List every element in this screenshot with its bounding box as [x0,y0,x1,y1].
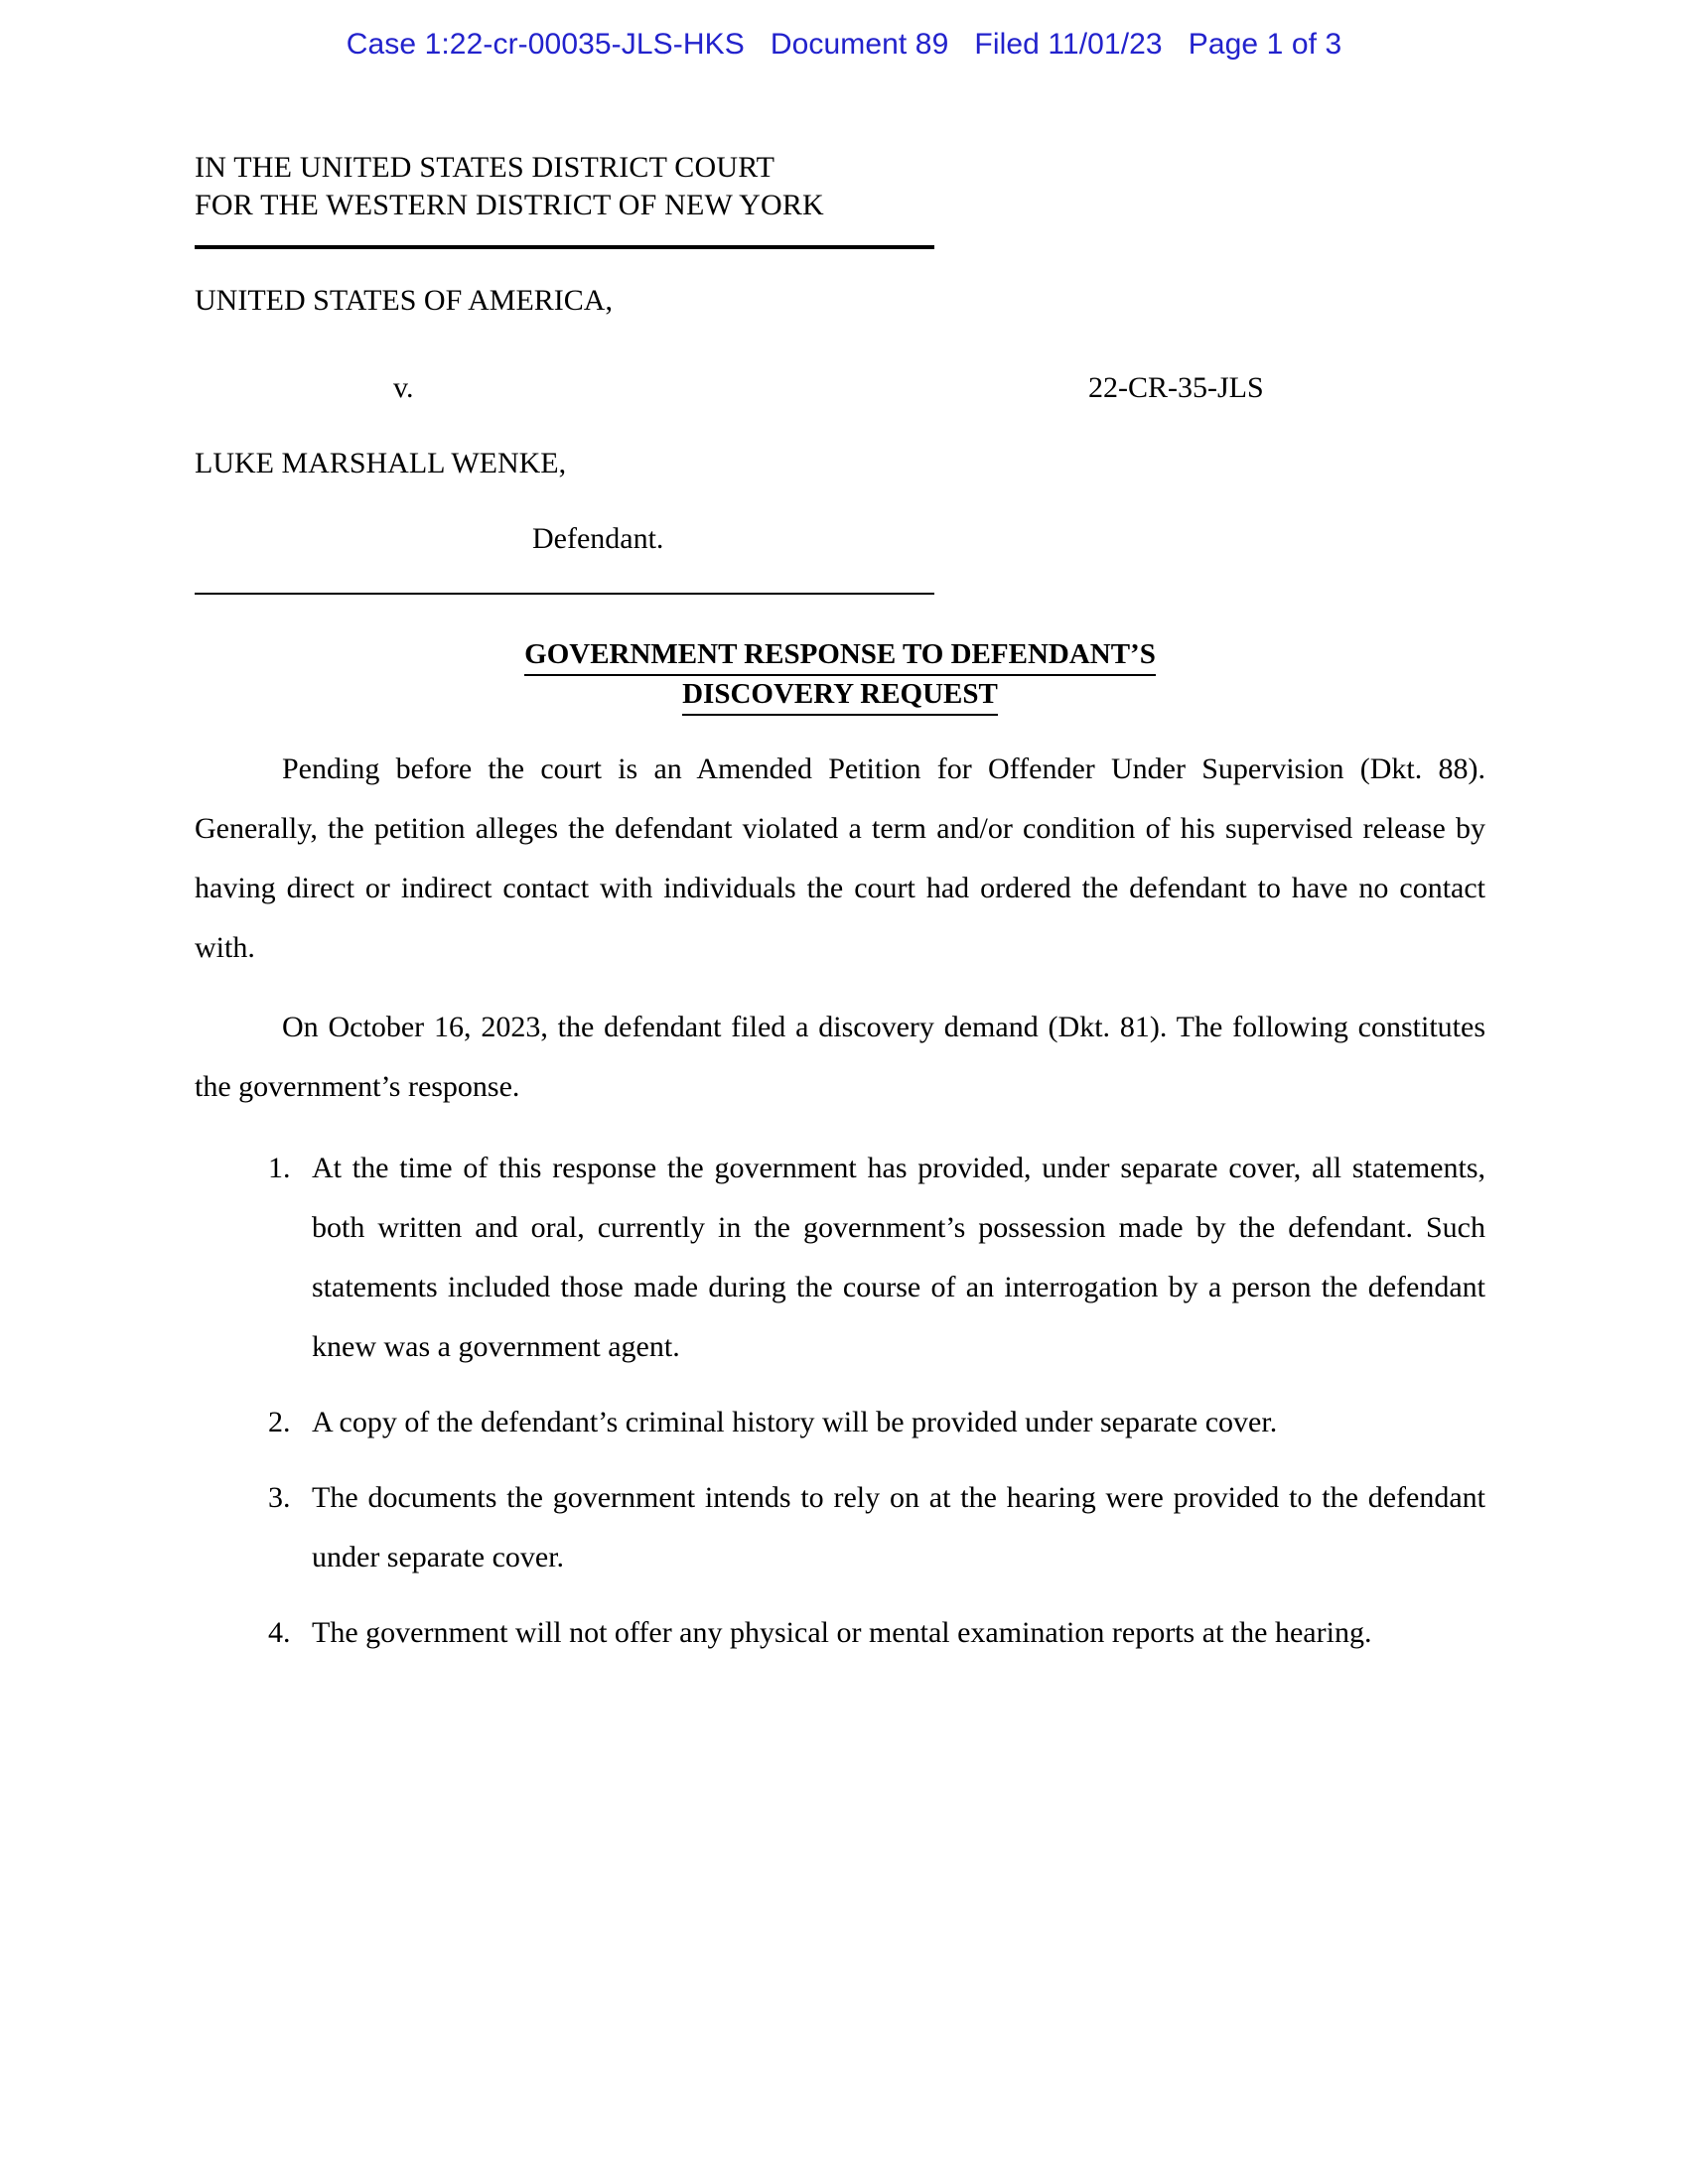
document-body [195,149,1485,1663]
court-heading [195,149,1485,223]
versus-row [195,370,1485,406]
document-title-line-1-wrap [195,636,1485,676]
versus-label: v. [393,371,414,404]
ecf-filed-date: Filed 11/01/23 [974,28,1163,61]
caption-rule-bottom [195,593,934,595]
defendant-label-row [195,521,1485,557]
caption-spacer-4 [195,557,1485,583]
case-caption [195,283,1485,583]
court-heading-line-1: IN THE UNITED STATES DISTRICT COURT [195,151,775,184]
caption-spacer-1 [195,319,1485,370]
document-title-line-1: GOVERNMENT RESPONSE TO DEFENDANT’S [524,636,1156,676]
ecf-document-number: Document 89 [770,28,949,61]
list-item: A copy of the defendant’s criminal history will be provided under separate cover. [312,1406,1278,1439]
body-paragraph: Pending before the court is an Amended Petition for Offender Under Supervision (Dkt. 88). Generally, the petition alleges the defendant violated a term and/or condition of his supervised release by having direct or indirect contact with individuals the court had ordered the defendant to have no contact with. [195,752,1485,965]
document-title-line-2-wrap [195,676,1485,716]
plaintiff-row [195,283,1485,319]
document-title-line-2: DISCOVERY REQUEST [682,676,998,716]
caption-rule-top [195,245,934,249]
court-heading-line-2: FOR THE WESTERN DISTRICT OF NEW YORK [195,188,824,221]
list-item: The documents the government intends to rely on at the hearing were provided to the defendant under separate cover. [312,1481,1485,1574]
ecf-page-number: Page 1 of 3 [1188,28,1342,61]
body-paragraph: On October 16, 2023, the defendant filed a discovery demand (Dkt. 81). The following constitutes the government’s response. [195,1011,1485,1104]
case-number: 22-CR-35-JLS [1088,371,1264,404]
list-item: The government will not offer any physical or mental examination reports at the hearing. [312,1616,1372,1650]
numbered-response-list [195,1139,1485,1663]
defendant-label: Defendant. [532,522,664,555]
defendant-name: LUKE MARSHALL WENKE, [195,447,567,479]
ecf-case-number: Case 1:22-cr-00035-JLS-HKS [346,28,745,61]
ecf-header-stamp [0,28,1688,62]
caption-spacer-2 [195,406,1485,446]
caption-spacer-3 [195,481,1485,521]
list-item: At the time of this response the government has provided, under separate cover, all statements, both written and oral, currently in the government’s possession made by the defendant. Such statements included those made during the course of an interrogation by a person the defendant knew was a government agent. [312,1152,1485,1364]
plaintiff-name: UNITED STATES OF AMERICA, [195,284,613,317]
document-title [195,636,1485,716]
defendant-row [195,446,1485,481]
